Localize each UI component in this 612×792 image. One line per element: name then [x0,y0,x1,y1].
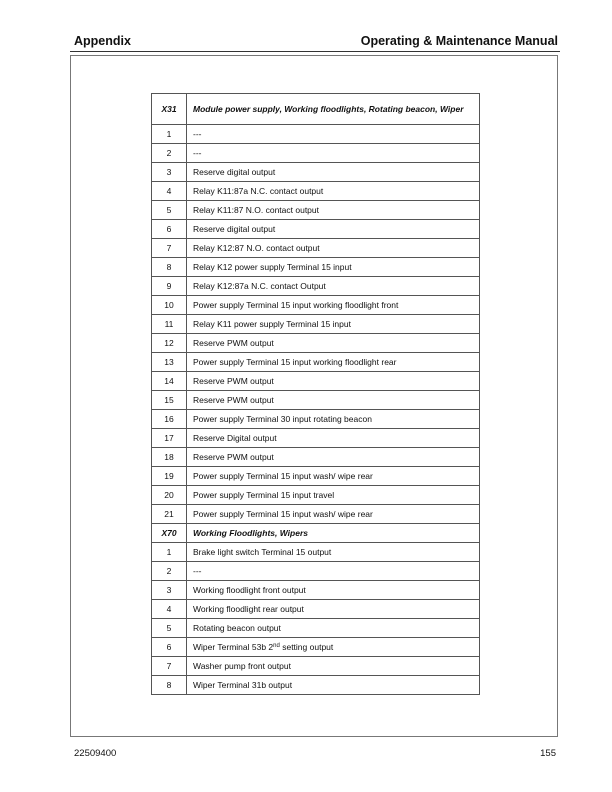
pin-number: 4 [152,600,187,619]
header-rule [70,51,560,52]
pin-number: 6 [152,638,187,657]
pin-number: 2 [152,144,187,163]
table-row [152,543,480,562]
pin-number: 21 [152,505,187,524]
connector-title: Working Floodlights, Wipers [187,524,480,543]
table-row [152,239,480,258]
table-row [152,486,480,505]
pin-description: Reserve PWM output [187,334,480,353]
pin-description: Reserve Digital output [187,429,480,448]
pin-assignment-table [151,93,480,695]
pin-number: 8 [152,258,187,277]
pin-description: Washer pump front output [187,657,480,676]
connector-id: X31 [152,94,187,125]
table-row [152,125,480,144]
pin-description: Power supply Terminal 15 input travel [187,486,480,505]
table-row [152,144,480,163]
pin-description: Relay K12 power supply Terminal 15 input [187,258,480,277]
pin-number: 19 [152,467,187,486]
header-manual-title: Operating & Maintenance Manual [360,34,558,48]
pin-number: 3 [152,581,187,600]
pin-description: Relay K12:87 N.O. contact output [187,239,480,258]
pin-description-text: Wiper Terminal 53b 2 [193,642,274,652]
pin-description: Wiper Terminal 31b output [187,676,480,695]
pin-description: Reserve PWM output [187,372,480,391]
pin-number: 5 [152,201,187,220]
pin-number: 4 [152,182,187,201]
pin-description-text-after: setting output [279,642,334,652]
pin-number: 6 [152,220,187,239]
connector-id: X70 [152,524,187,543]
table-row [152,182,480,201]
pin-description [187,638,480,657]
pin-description: Rotating beacon output [187,619,480,638]
pin-description: Relay K11:87a N.C. contact output [187,182,480,201]
connector-header-row [152,524,480,543]
pin-number: 2 [152,562,187,581]
footer-page-number: 155 [540,748,556,759]
table-row [152,410,480,429]
pin-description: Working floodlight rear output [187,600,480,619]
pin-number: 17 [152,429,187,448]
header-section-title: Appendix [74,34,131,48]
table-row [152,562,480,581]
table-row [152,505,480,524]
footer-doc-number: 22509400 [74,748,117,759]
pin-description: Relay K11 power supply Terminal 15 input [187,315,480,334]
pin-description: Power supply Terminal 30 input rotating beacon [187,410,480,429]
pin-number: 3 [152,163,187,182]
table-row [152,220,480,239]
pin-number: 1 [152,125,187,144]
pin-description: --- [187,144,480,163]
table-row [152,467,480,486]
pin-number: 1 [152,543,187,562]
pin-number: 7 [152,239,187,258]
pin-number: 10 [152,296,187,315]
table-row [152,676,480,695]
pin-description: Brake light switch Terminal 15 output [187,543,480,562]
table-row [152,429,480,448]
pin-number: 20 [152,486,187,505]
pin-description: Relay K12:87a N.C. contact Output [187,277,480,296]
table-row [152,258,480,277]
pin-description: Reserve PWM output [187,391,480,410]
pin-number: 7 [152,657,187,676]
pin-number: 16 [152,410,187,429]
pin-description: Reserve digital output [187,220,480,239]
pin-description: Working floodlight front output [187,581,480,600]
connector-title: Module power supply, Working floodlights, Rotating beacon, Wiper [187,94,480,125]
pin-description: --- [187,562,480,581]
table-row [152,277,480,296]
pin-description: Power supply Terminal 15 input wash/ wipe rear [187,505,480,524]
connector-header-row [152,94,480,125]
table-row [152,619,480,638]
table-row [152,638,480,657]
table-row [152,372,480,391]
table-row [152,334,480,353]
table-row [152,296,480,315]
pin-description: Power supply Terminal 15 input wash/ wipe rear [187,467,480,486]
table-row [152,391,480,410]
pin-number: 9 [152,277,187,296]
pin-number: 18 [152,448,187,467]
pin-number: 14 [152,372,187,391]
pin-table-body [152,94,480,695]
table-row [152,163,480,182]
pin-number: 12 [152,334,187,353]
pin-number: 13 [152,353,187,372]
pin-number: 15 [152,391,187,410]
table-row [152,201,480,220]
pin-description: --- [187,125,480,144]
table-row [152,448,480,467]
pin-description: Reserve PWM output [187,448,480,467]
table-row [152,657,480,676]
pin-description: Relay K11:87 N.O. contact output [187,201,480,220]
pin-description: Reserve digital output [187,163,480,182]
pin-number: 8 [152,676,187,695]
pin-description-superscript: nd [273,643,280,649]
table-row [152,581,480,600]
table-row [152,315,480,334]
pin-description: Power supply Terminal 15 input working floodlight front [187,296,480,315]
table-row [152,353,480,372]
pin-description: Power supply Terminal 15 input working floodlight rear [187,353,480,372]
pin-number: 5 [152,619,187,638]
pin-number: 11 [152,315,187,334]
table-row [152,600,480,619]
